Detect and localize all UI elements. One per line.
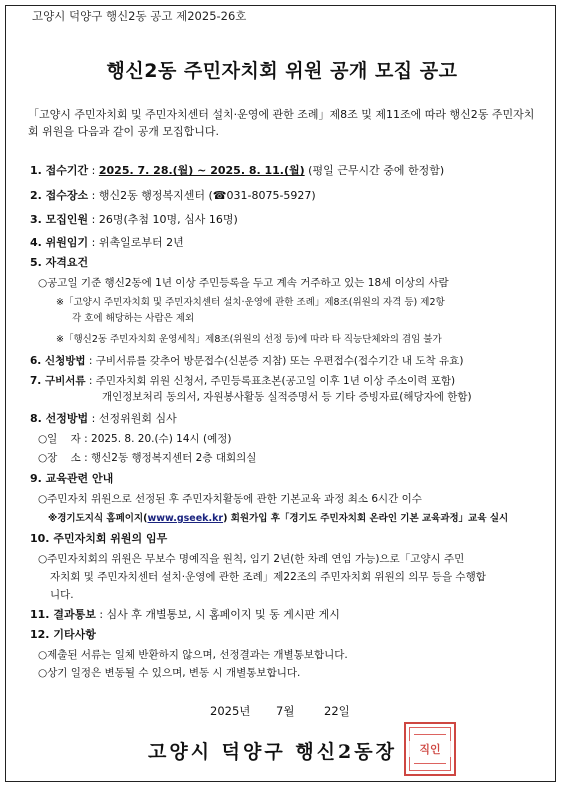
item-10-line-2: 자치회 및 주민자치센터 설치·운영에 관한 조례」제22조의 주민자치회 위원의 의무 등을 수행합 bbox=[50, 571, 486, 583]
item-8-value: : 선정위원회 심사 bbox=[91, 412, 177, 425]
date-month: 7월 bbox=[276, 704, 295, 718]
item-1-label: 1. 접수기간 bbox=[30, 164, 89, 177]
item-5-criteria: ○공고일 기준 행신2동에 1년 이상 주민등록을 두고 계속 거주하고 있는 18세 이상의 사람 bbox=[38, 277, 449, 289]
gseek-link[interactable]: www.gseek.kr bbox=[147, 513, 224, 524]
date-day: 22일 bbox=[324, 704, 350, 718]
item-7-value-2: 개인정보처리 동의서, 자원봉사활동 실적증명서 등 기타 증빙자료(해당자에 한함) bbox=[102, 391, 472, 403]
item-7-label: 7. 구비서류 bbox=[30, 375, 86, 387]
item-3 bbox=[30, 213, 238, 227]
item-6 bbox=[30, 354, 463, 368]
item-9-label: 9. 교육관련 안내 bbox=[30, 472, 114, 485]
item-11-label: 11. 결과통보 bbox=[30, 608, 96, 621]
item-6-value: : 구비서류를 갖추어 방문접수(신분증 지참) 또는 우편접수(접수기간 내 도착 유효) bbox=[88, 355, 464, 367]
item-2-value: : 행신2동 행정복지센터 (☎031-8075-5927) bbox=[91, 189, 316, 202]
item-9-education: ○주민자치 위원으로 선정된 후 주민자치활동에 관한 기본교육 과정 최소 6시간 이수 bbox=[38, 493, 422, 505]
notice-number: 고양시 덕양구 행신2동 공고 제2025-26호 bbox=[32, 9, 247, 23]
item-8-place: ○장 소 : 행신2동 행정복지센터 2층 대회의실 bbox=[38, 452, 257, 464]
item-12-note-2: ○상기 일정은 변동될 수 있으며, 변동 시 개별통보합니다. bbox=[38, 667, 301, 679]
item-7-value-1: : 주민자치회 위원 신청서, 주민등록표초본(공고일 이후 1년 이상 주소이력 포함) bbox=[88, 375, 456, 387]
item-4-value: : 위촉일로부터 2년 bbox=[91, 236, 184, 249]
item-2 bbox=[30, 189, 316, 203]
item-5-exclusion-2: 각 호에 해당하는 사람은 제외 bbox=[72, 313, 195, 324]
seal-label: 직인 bbox=[406, 741, 454, 757]
item-11 bbox=[30, 608, 340, 622]
item-1-note: (평일 근무시간 중에 한정함) bbox=[308, 164, 445, 177]
item-8 bbox=[30, 412, 177, 426]
item-5-exclusion-1: ※「고양시 주민자치회 및 주민자치센터 설치·운영에 관한 조례」제8조(위원의 자격 등) 제2항 bbox=[56, 297, 445, 308]
item-12-note-1: ○제출된 서류는 일체 반환하지 않으며, 선정결과는 개별통보합니다. bbox=[38, 649, 348, 661]
issuer-signature: 고양시 덕양구 행신2동장 bbox=[148, 741, 397, 763]
official-seal-icon bbox=[404, 722, 456, 776]
item-2-label: 2. 접수장소 bbox=[30, 189, 89, 202]
item-7 bbox=[30, 374, 455, 388]
item-5-no-concurrent: ※「행신2동 주민자치회 운영세칙」제8조(위원의 선정 등)에 따라 타 직능단체와의 겸임 불가 bbox=[56, 334, 442, 345]
item-3-label: 3. 모집인원 bbox=[30, 213, 89, 226]
item-10-label: 10. 주민자치회 위원의 임무 bbox=[30, 532, 168, 545]
item-1-date: 2025. 7. 28.(월) ~ 2025. 8. 11.(월) bbox=[98, 164, 305, 177]
page-title: 행신2동 주민자치회 위원 공개 모집 공고 bbox=[106, 60, 458, 82]
item-4 bbox=[30, 236, 184, 250]
item-4-label: 4. 위원임기 bbox=[30, 236, 89, 249]
item-6-label: 6. 신청방법 bbox=[30, 355, 86, 367]
item-12-label: 12. 기타사항 bbox=[30, 628, 96, 641]
item-3-value: : 26명(추첨 10명, 심사 16명) bbox=[91, 213, 238, 226]
item-8-date: ○일 자 : 2025. 8. 20.(수) 14시 (예정) bbox=[38, 433, 232, 445]
item-10-line-3: 니다. bbox=[50, 589, 74, 601]
item-11-value: : 심사 후 개별통보, 시 홈페이지 및 동 게시판 게시 bbox=[99, 608, 340, 621]
item-8-label: 8. 선정방법 bbox=[30, 412, 89, 425]
date-year: 2025년 bbox=[210, 704, 251, 718]
intro-paragraph: 「고양시 주민자치회 및 주민자치센터 설치·운영에 관한 조례」제8조 및 제11조에 따라 행신2동 주민자치회 위원을 다음과 같이 공개 모집합니다. bbox=[28, 108, 535, 138]
item-5-label: 5. 자격요건 bbox=[30, 256, 89, 269]
item-9-online-course: ※경기도지식 홈페이지(www.gseek.kr) 회원가입 후「경기도 주민자치회 온라인 기본 교육과정」교육 실시 bbox=[48, 513, 509, 524]
item-10-line-1: ○주민자치회의 위원은 무보수 명예직을 원칙, 임기 2년(한 차례 연임 가능)으로「고양시 주민 bbox=[38, 553, 465, 565]
item-1: 1. 접수기간 : 2025. 7. 28.(월) ~ 2025. 8. 11.(월) (평일 근무시간 중에 한정함) bbox=[30, 164, 445, 177]
